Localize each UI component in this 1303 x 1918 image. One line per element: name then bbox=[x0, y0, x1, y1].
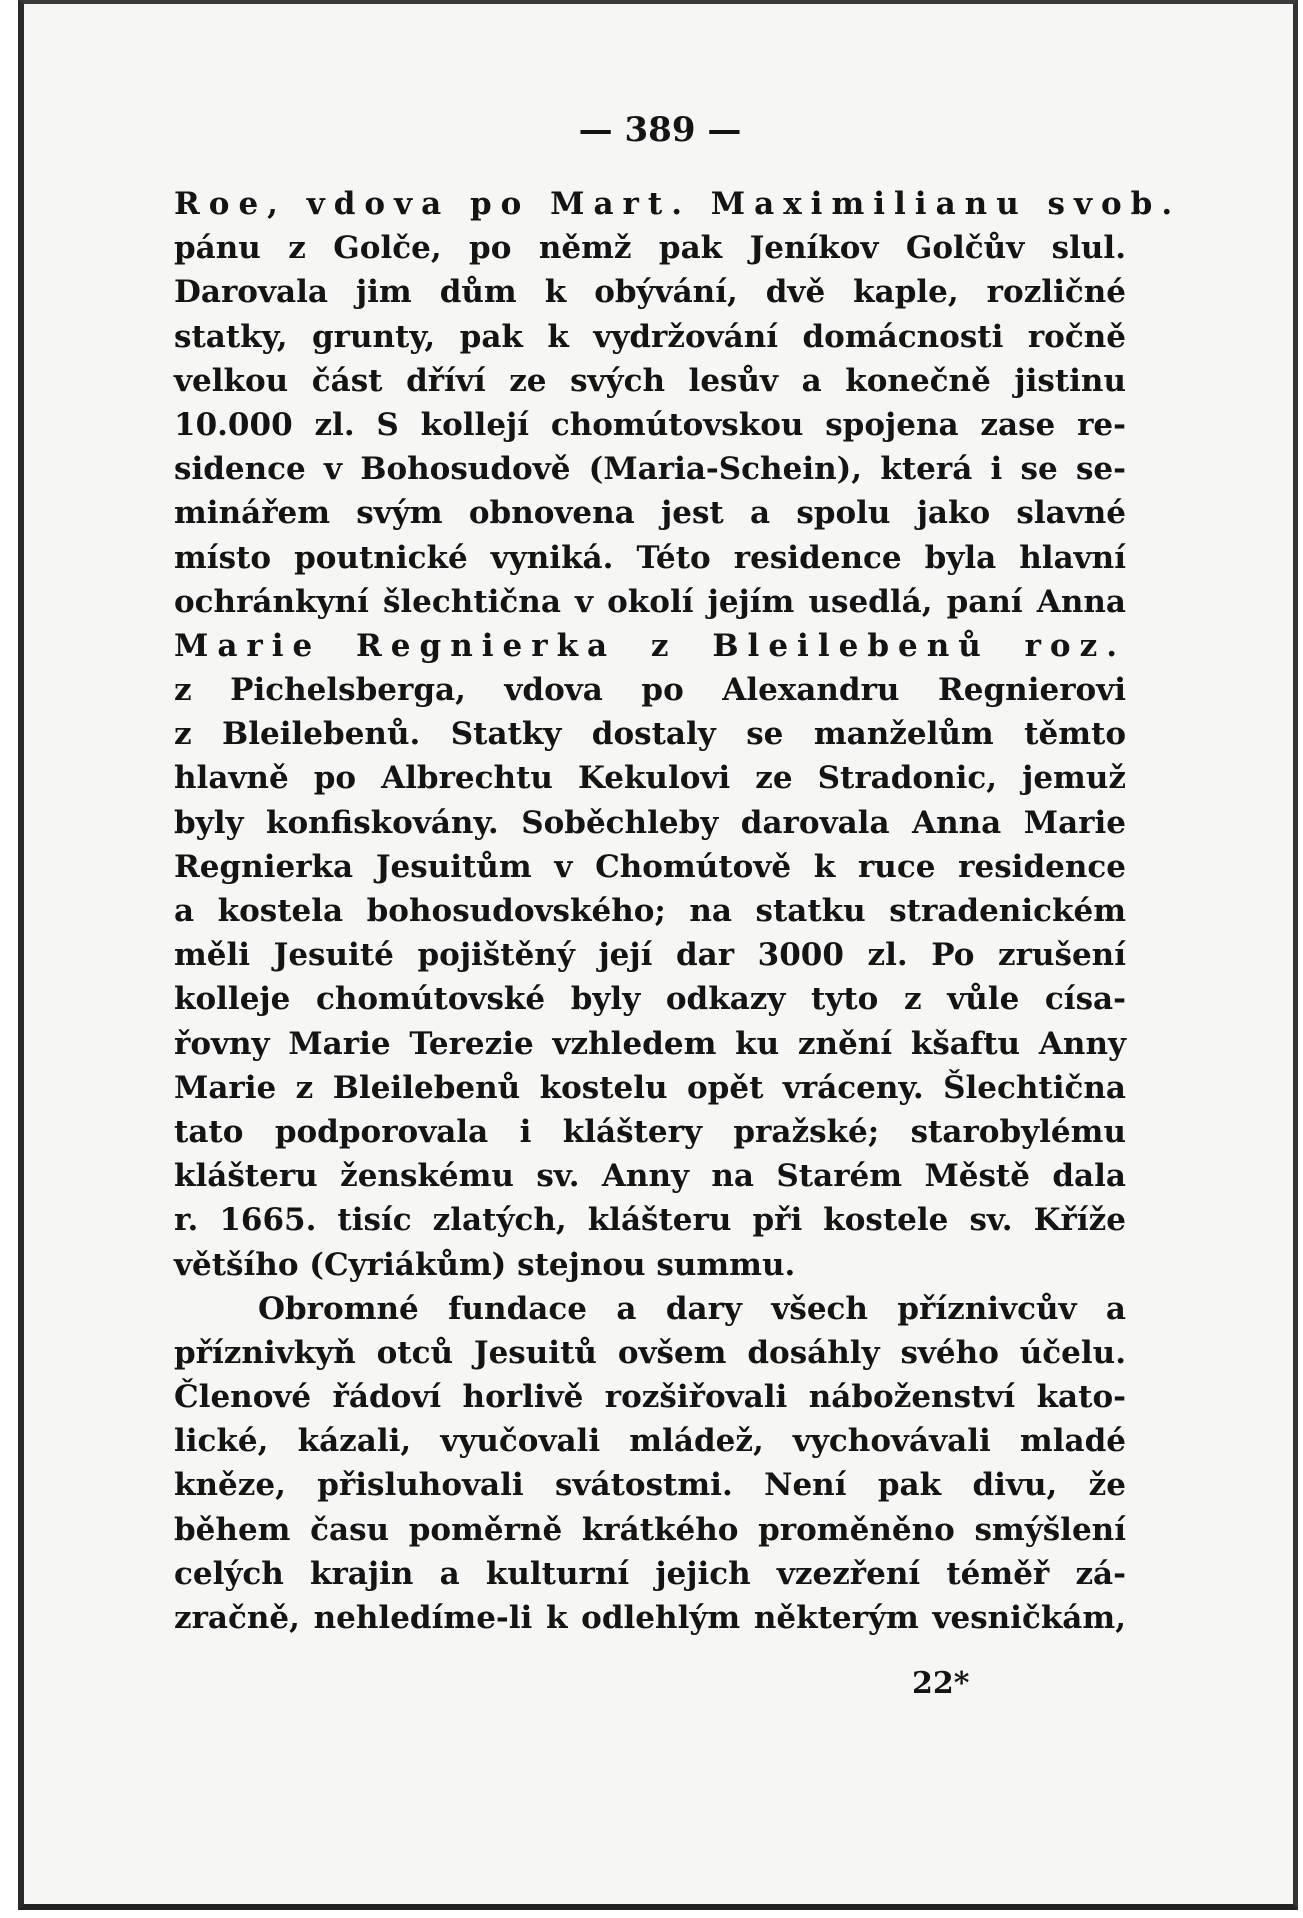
page-text bbox=[174, 100, 1182, 1640]
text-line: minářem svým obnovena jest a spolu jako slavné bbox=[174, 495, 1126, 532]
text-line: Obromné fundace a dary všech příznivcův a bbox=[258, 1290, 1126, 1327]
text-line: kolleje chomútovské byly odkazy tyto z vůle císa- bbox=[174, 981, 1126, 1018]
text-line: statky, grunty, pak k vydržování domácnosti ročně bbox=[174, 318, 1126, 355]
text-line: zračně, nehledíme-li k odlehlým některým vesničkám, bbox=[174, 1600, 1126, 1636]
text-line: Členové řádoví horlivě rozšiřovali náboženství kato- bbox=[174, 1379, 1126, 1416]
text-line: pánu z Golče, po němž pak Jeníkov Golčův slul. bbox=[174, 230, 1126, 267]
text-line: lické, kázali, vyučovali mládež, vychovávali mladé bbox=[174, 1423, 1126, 1460]
text-line: ochránkyní šlechtična v okolí jejím usedlá, paní Anna bbox=[174, 583, 1126, 620]
text-line: Roe, vdova po Mart. Maximilianu svob. bbox=[174, 186, 1182, 222]
text-line: 10.000 zl. S kollejí chomútovskou spojena zase re- bbox=[174, 406, 1126, 443]
sheet-signature: 22* bbox=[912, 1666, 970, 1701]
text-line: sidence v Bohosudově (Maria-Schein), která i se se- bbox=[174, 451, 1126, 488]
text-line: měli Jesuité pojištěný její dar 3000 zl. Po zrušení bbox=[174, 937, 1126, 974]
text-line: příznivkyň otců Jesuitů ovšem dosáhly svého účelu. bbox=[174, 1334, 1126, 1371]
paragraph-2 bbox=[174, 1287, 1126, 1641]
text-line: r. 1665. tisíc zlatých, klášteru při kostele sv. Kříže bbox=[174, 1202, 1126, 1239]
text-line: Marie z Bleilebenů kostelu opět vráceny. Šlechtična bbox=[174, 1069, 1126, 1106]
text-line: většího (Cyriákům) stejnou summu. bbox=[174, 1246, 796, 1283]
text-line: tato podporovala i kláštery pražské; starobylému bbox=[174, 1113, 1126, 1150]
text-line: kněze, přisluhovali svátostmi. Není pak divu, že bbox=[174, 1467, 1126, 1504]
text-line: z Bleilebenů. Statky dostaly se manželům těmto bbox=[174, 716, 1126, 753]
text-line: z Pichelsberga, vdova po Alexandru Regnierovi bbox=[174, 672, 1126, 709]
paragraph-1 bbox=[174, 182, 1182, 1287]
text-line: velkou část dříví ze svých lesův a konečně jistinu bbox=[174, 362, 1126, 399]
text-line: a kostela bohosudovského; na statku stradenickém bbox=[174, 893, 1126, 929]
text-line: hlavně po Albrechtu Kekulovi ze Stradonic, jemuž bbox=[174, 760, 1126, 797]
text-line: během času poměrně krátkého proměněno smýšlení bbox=[174, 1511, 1126, 1548]
text-line: řovny Marie Terezie vzhledem ku znění kšaftu Anny bbox=[174, 1025, 1126, 1062]
text-line: Darovala jim dům k obývání, dvě kaple, rozličné bbox=[174, 274, 1126, 311]
text-line: klášteru ženskému sv. Anny na Starém Městě dala bbox=[174, 1158, 1126, 1195]
text-line: celých krajin a kulturní jejich vzezření téměř zá- bbox=[174, 1555, 1126, 1592]
text-line: Regnierka Jesuitům v Chomútově k ruce residence bbox=[174, 848, 1126, 885]
page-number: — 389 — bbox=[578, 110, 742, 150]
text-line: místo poutnické vyniká. Této residence byla hlavní bbox=[174, 539, 1126, 576]
text-line: Marie Regnierka z Bleilebenů roz. bbox=[174, 627, 1126, 664]
text-line: byly konfiskovány. Soběchleby darovala Anna Marie bbox=[174, 804, 1126, 841]
